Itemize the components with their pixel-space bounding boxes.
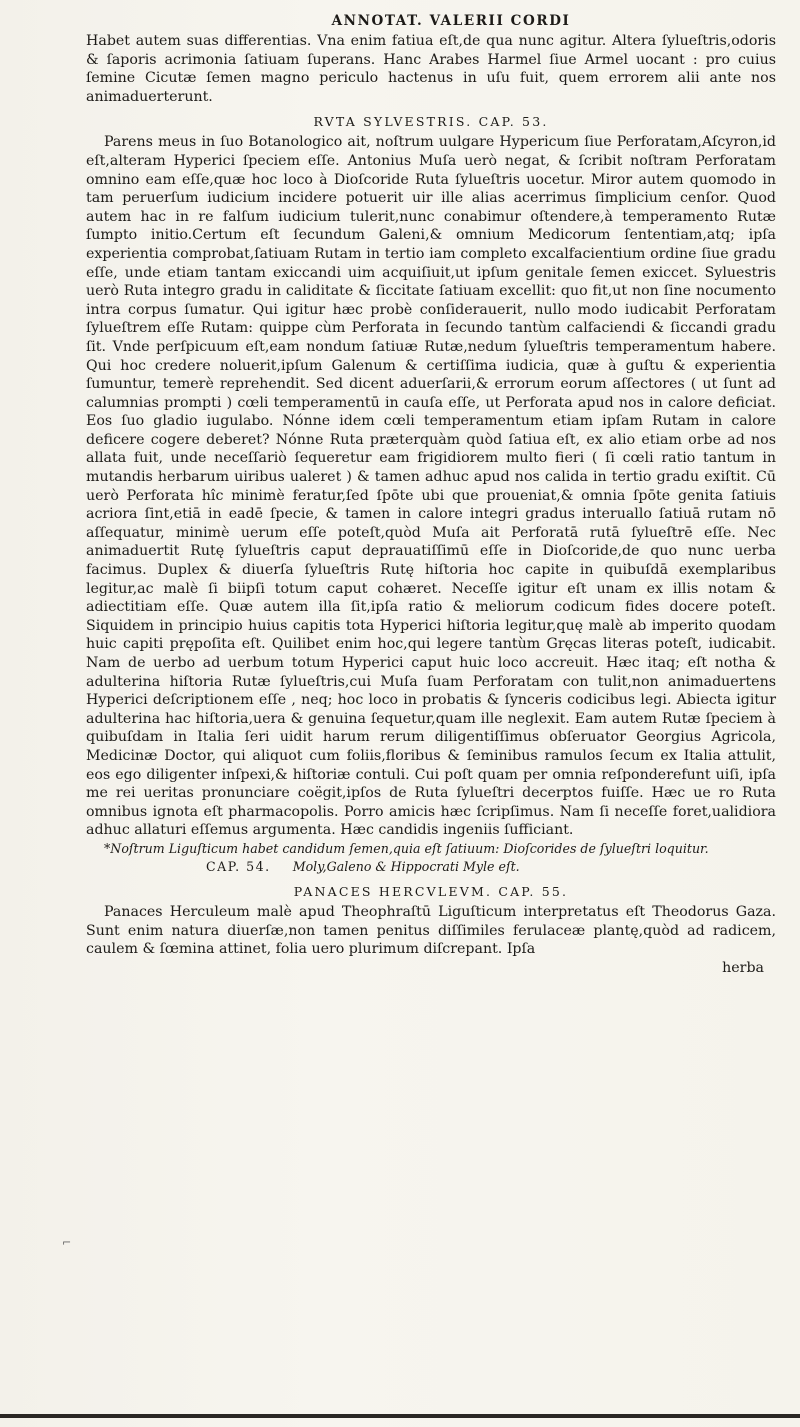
section-heading-ruta-sylvestris	[86, 112, 776, 131]
margin-mark: ⌐	[62, 1236, 72, 1249]
section-title: PANACES HERCVLEVM.	[293, 883, 493, 899]
cap-54-line	[206, 858, 776, 876]
page-content	[86, 10, 776, 977]
cap-54-label: CAP. 54.	[206, 858, 271, 874]
section-body-ruta-sylvestris: Parens meus in ſuo Botanologico ait, noſtrum uulgare Hypericum ſiue Perforatam,Aſcyron,id eſt,alteram Hyperici ſpeciem eſſe. Antonius Muſa uerò negat, & ſcribit noſtram Perforatam omnino eam eſſe,quæ hoc loco à Dioſcoride Ruta ſylueſtris uocetur. Miror autem quomodo in tam peruerſum iudicium incidere potuerit uir ille alias acerrimus ſimplicium cenſor. Quod autem hac in re falſum iudicium tulerit,nunc conabimur oſtendere,à temperamento Rutæ ſumpto initio.Certum eſt ſecundum Galeni,& omnium Medicorum ſententiam,atq; ipſa experientia comprobat,ſatiuam Rutam in tertio iam completo excalfacientium ordine ſiue gradu eſſe, unde etiam tantam exiccandi uim acquiſiuit,ut ipſum genitale ſemen exiccet. Syluestris uerò Ruta integro gradu in caliditate & ſiccitate ſatiuam excellit: quo fit,ut non ſine nocumento intra corpus ſumatur. Qui igitur hæc probè conſiderauerit, nullo modo iudicabit Perforatam ſylueſtrem eſſe Rutam: quippe cùm Perforata in ſecundo tantùm calfaciendi & ſiccandi gradu ſit. Vnde perſpicuum eſt,eam nondum ſatiuæ Rutæ,nedum ſylueſtris temperamentum habere. Qui hoc credere noluerit,ipſum Galenum & certiſſima iudicia, quæ à guſtu & experientia ſumuntur, temerè reprehendit. Sed dicent aduerſarii,& errorum eorum aſſectores ( ut ſunt ad calumnias prompti ) cœli temperamentū in cauſa eſſe, ut Perforata apud nos in calore deficiat. Eos ſuo gladio iugulabo. Nónne idem cœli temperamentum etiam ipſam Rutam in calore deficere cogere deberet? Nónne Ruta præterquàm quòd ſatiua eſt, ex alio etiam orbe ad nos allata fuit, unde neceſſariò ſequeretur eam frigidiorem multo fieri ( ſi cœli ratio tantum in mutandis herbarum uiribus ualeret ) & tamen adhuc apud nos calida in tertio gradu exiſtit. Cū uerò Perforata hîc minimè feratur,ſed ſpōte ubi que proueniat,& omnia ſpōte genita ſatiuis acriora ſint,etiā in eadē ſpecie, & tamen in calore integri gradus interuallo ſatiuā rutam nō aſſequatur, minimè uerum eſſe poteſt,quòd Muſa ait Perforatā rutā ſylueſtrē eſſe. Nec animaduertit Rutę ſylueſtris caput deprauatiſſimū eſſe in Dioſcoride,de quo nunc uerba facimus. Duplex & diuerſa ſylueſtris Rutę hiſtoria hoc capite in quibuſdā exemplaribus legitur,ac malè ſi biipſi totum caput cohæret. Neceſſe igitur eſt unam ex illis notam & adiectitiam eſſe. Quæ autem illa ſit,ipſa ratio & meliorum codicum fides docere poteſt. Siquidem in principio huius capitis tota Hyperici hiſtoria legitur,quę malè ab imperito quodam huic capiti prępoſita eſt. Quilibet enim hoc,qui legere tantùm Gręcas literas poteſt, iudicabit. Nam de uerbo ad uerbum totum Hyperici caput huic loco accreuit. Hæc itaq; eſt notha & adulterina hiſtoria Rutæ ſylueſtris,cui Muſa ſuam Perforatam con tulit,non animaduertens Hyperici deſcriptionem eſſe , neq; hoc loco in probatis & ſynceris codicibus legi. Abiecta igitur adulterina hac hiſtoria,uera & genuina ſequetur,quam ille neglexit. Eam autem Rutæ ſpeciem à quibuſdam in Italia ſeri uidit harum rerum diligentiſſimus obſeruator Georgius Agricola, Medicinæ Doctor, qui aliquot cum foliis,floribus & ſeminibus ramulos ſecum ex Italia attulit, eos ego diligenter inſpexi,& hiſtoriæ contuli. Cui poſt quam per omnia reſponderefunt uiſi, ipſa me rei ueritas pronunciare coëgit,ipſos de Ruta ſylueſtri decerptos fuiſſe. Hæc ue ro Ruta omnibus ignota eſt pharmacopolis. Porro amicis hæc ſcripſimus. Nam ſi neceſſe foret,ualidiora adhuc allaturi eſſemus argumenta. Hæc candidis ingeniis ſufficiant.	[86, 134, 776, 839]
paragraph-1: Habet autem suas differentias. Vna enim fatiua eſt,de qua nunc agitur. Altera ſylueſtris,odoris & ſaporis acrimonia ſatiuam ſuperans. Hanc Arabes Harmel ſiue Armel uocant : pro cuius ſemine Cicutæ ſemen magno periculo hactenus in uſu fuit, quem errorem alii ante nos animaduerterunt.	[86, 33, 776, 105]
footnote: *Noſtrum Liguſticum habet candidum ſemen,quia eſt ſatiuum: Dioſcorides de ſylueſtri loquitur.	[104, 840, 709, 856]
cap-54-text: Moly,Galeno & Hippocrati Myle eſt.	[292, 858, 520, 874]
section-heading-panaces	[86, 882, 776, 901]
running-head: ANNOTAT. VALERII CORDI	[331, 13, 571, 29]
section-cap: CAP. 53.	[478, 114, 549, 130]
section-body-panaces: Panaces Herculeum malè apud Theophraſtū Liguſticum interpretatus eſt Theodorus Gaza. Sunt enim natura diuerſæ,non tamen penitus diſſimiles ferulaceæ plantę,quòd ad radicem, caulem & ſœmina attinet, folia uero plurimum diſcrepant. Ipſa	[86, 903, 776, 958]
section-title: RVTA SYLVESTRIS.	[313, 114, 473, 130]
section-cap: CAP. 55.	[498, 883, 569, 899]
catchword: herba	[722, 959, 764, 976]
page-bottom-rule	[0, 1414, 800, 1418]
